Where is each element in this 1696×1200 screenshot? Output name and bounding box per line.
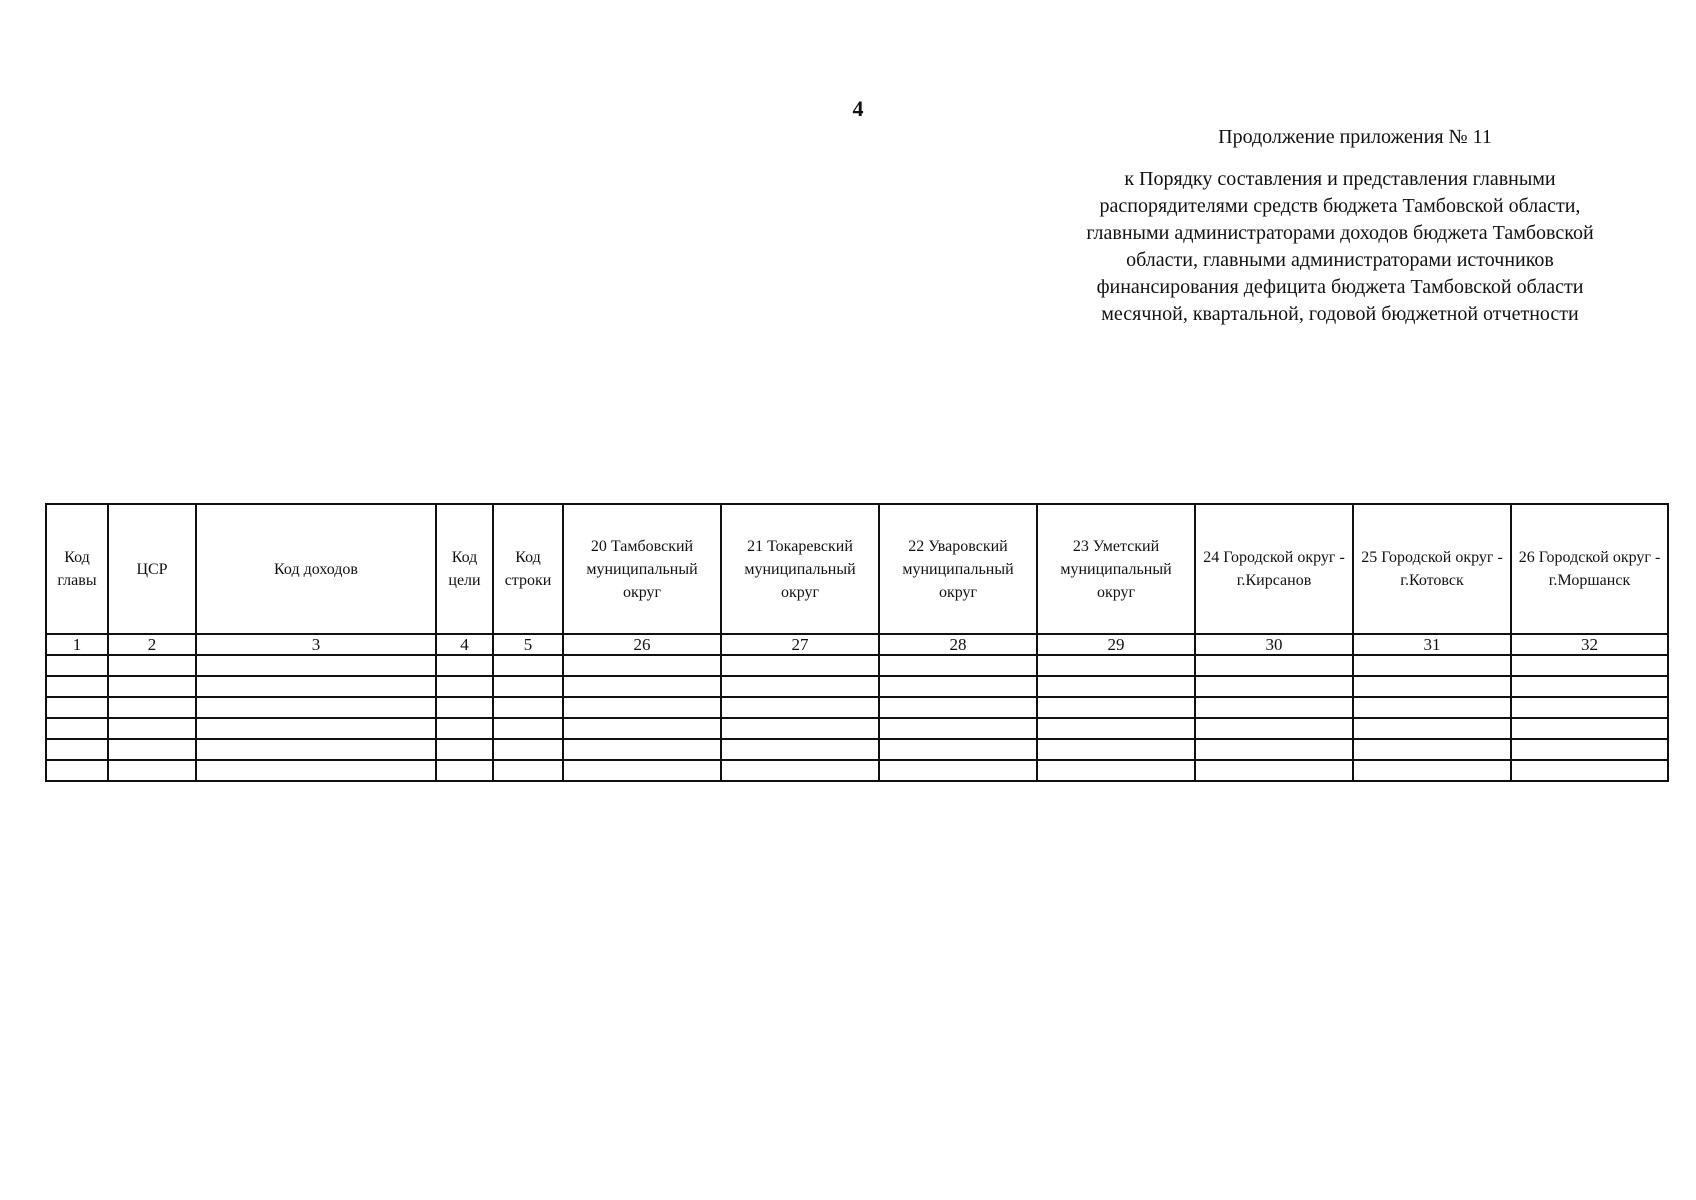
table-cell: [1353, 655, 1511, 676]
table-cell: [196, 655, 436, 676]
table-cell: [436, 739, 493, 760]
table-cell: [493, 676, 563, 697]
header-cell-morshansk: 26 Городской округ - г.Моршанск: [1511, 504, 1668, 634]
header-cell-tambovsky: 20 Тамбовский муниципальный округ: [563, 504, 721, 634]
table-cell: [196, 739, 436, 760]
column-number-cell: 1: [46, 634, 108, 655]
table-row: [46, 697, 1668, 718]
appendix-description: к Порядку составления и представления главными распорядителями средств бюджета Тамбовской области, главными администраторами доходов бюджета Тамбовской области, главными администраторами источников финансирования дефицита бюджета Тамбовской области месячной, квартальной, годовой бюджетной отчетности: [1086, 168, 1594, 325]
table-cell: [436, 655, 493, 676]
appendix-continuation-title: Продолжение приложения № 11: [1218, 126, 1492, 148]
table-row: [46, 739, 1668, 760]
column-number-cell: 30: [1195, 634, 1353, 655]
table-cell: [493, 697, 563, 718]
table-cell: [1037, 718, 1195, 739]
table-cell: [1353, 676, 1511, 697]
table-cell: [1195, 739, 1353, 760]
table-cell: [721, 697, 879, 718]
table-cell: [1195, 760, 1353, 781]
header-cell-line-code: Код строки: [493, 504, 563, 634]
table-cell: [493, 718, 563, 739]
table-cell: [1195, 655, 1353, 676]
table-row: [46, 676, 1668, 697]
table-cell: [1353, 739, 1511, 760]
column-number-cell: 27: [721, 634, 879, 655]
table-cell: [493, 655, 563, 676]
table-cell: [1511, 655, 1668, 676]
table-cell: [721, 676, 879, 697]
table-row: [46, 655, 1668, 676]
table-cell: [1353, 697, 1511, 718]
table-cell: [879, 697, 1037, 718]
table-cell: [46, 760, 108, 781]
table-cell: [1511, 739, 1668, 760]
table-cell: [879, 655, 1037, 676]
table-cell: [1511, 718, 1668, 739]
header-cell-tokarevsky: 21 Токаревский муниципальный округ: [721, 504, 879, 634]
table-cell: [563, 718, 721, 739]
header-cell-tsr: ЦСР: [108, 504, 196, 634]
table-cell: [46, 655, 108, 676]
table-cell: [1037, 760, 1195, 781]
table-cell: [563, 697, 721, 718]
table-row: [46, 718, 1668, 739]
column-number-cell: 3: [196, 634, 436, 655]
table-cell: [1037, 697, 1195, 718]
table-cell: [721, 655, 879, 676]
table-cell: [436, 718, 493, 739]
table-cell: [1511, 760, 1668, 781]
page-number: 4: [852, 96, 864, 121]
table-cell: [46, 739, 108, 760]
header-cell-income-code: Код доходов: [196, 504, 436, 634]
table-cell: [46, 697, 108, 718]
table-cell: [108, 676, 196, 697]
table-cell: [108, 655, 196, 676]
table-cell: [1353, 718, 1511, 739]
table-cell: [196, 676, 436, 697]
table-cell: [108, 718, 196, 739]
report-table: [45, 503, 1669, 782]
table-cell: [1511, 697, 1668, 718]
column-number-cell: 2: [108, 634, 196, 655]
table-cell: [1195, 718, 1353, 739]
column-number-cell: 31: [1353, 634, 1511, 655]
table-cell: [721, 718, 879, 739]
column-number-cell: 28: [879, 634, 1037, 655]
table-cell: [1037, 676, 1195, 697]
table-cell: [721, 760, 879, 781]
table-cell: [196, 760, 436, 781]
table-cell: [1037, 655, 1195, 676]
table-cell: [493, 760, 563, 781]
column-number-cell: 32: [1511, 634, 1668, 655]
table-cell: [563, 739, 721, 760]
table-cell: [1353, 760, 1511, 781]
column-number-cell: 29: [1037, 634, 1195, 655]
table-cell: [46, 718, 108, 739]
table-cell: [493, 739, 563, 760]
header-cell-chapter-code: Код главы: [46, 504, 108, 634]
table-row: [46, 760, 1668, 781]
table-cell: [196, 697, 436, 718]
table-cell: [879, 760, 1037, 781]
table-cell: [108, 739, 196, 760]
column-number-cell: 26: [563, 634, 721, 655]
table-header-row: [46, 504, 1668, 634]
table-cell: [436, 676, 493, 697]
header-cell-umetsky: 23 Уметский муниципальный округ: [1037, 504, 1195, 634]
table-cell: [1195, 697, 1353, 718]
table-cell: [879, 718, 1037, 739]
table-cell: [1511, 676, 1668, 697]
header-cell-kirsanov: 24 Городской округ - г.Кирсанов: [1195, 504, 1353, 634]
table-cell: [563, 760, 721, 781]
table-cell: [436, 760, 493, 781]
column-number-cell: 5: [493, 634, 563, 655]
table-cell: [563, 655, 721, 676]
table-cell: [46, 676, 108, 697]
header-cell-uvarovsky: 22 Уваровский муниципальный округ: [879, 504, 1037, 634]
table-cell: [1037, 739, 1195, 760]
table-cell: [108, 760, 196, 781]
table-cell: [563, 676, 721, 697]
column-number-row: [46, 634, 1668, 655]
header-cell-kotovsk: 25 Городской округ - г.Котовск: [1353, 504, 1511, 634]
table-cell: [879, 739, 1037, 760]
header-cell-purpose-code: Код цели: [436, 504, 493, 634]
table-cell: [108, 697, 196, 718]
table-cell: [879, 676, 1037, 697]
table-cell: [196, 718, 436, 739]
table-cell: [1195, 676, 1353, 697]
table-cell: [721, 739, 879, 760]
column-number-cell: 4: [436, 634, 493, 655]
table-cell: [436, 697, 493, 718]
